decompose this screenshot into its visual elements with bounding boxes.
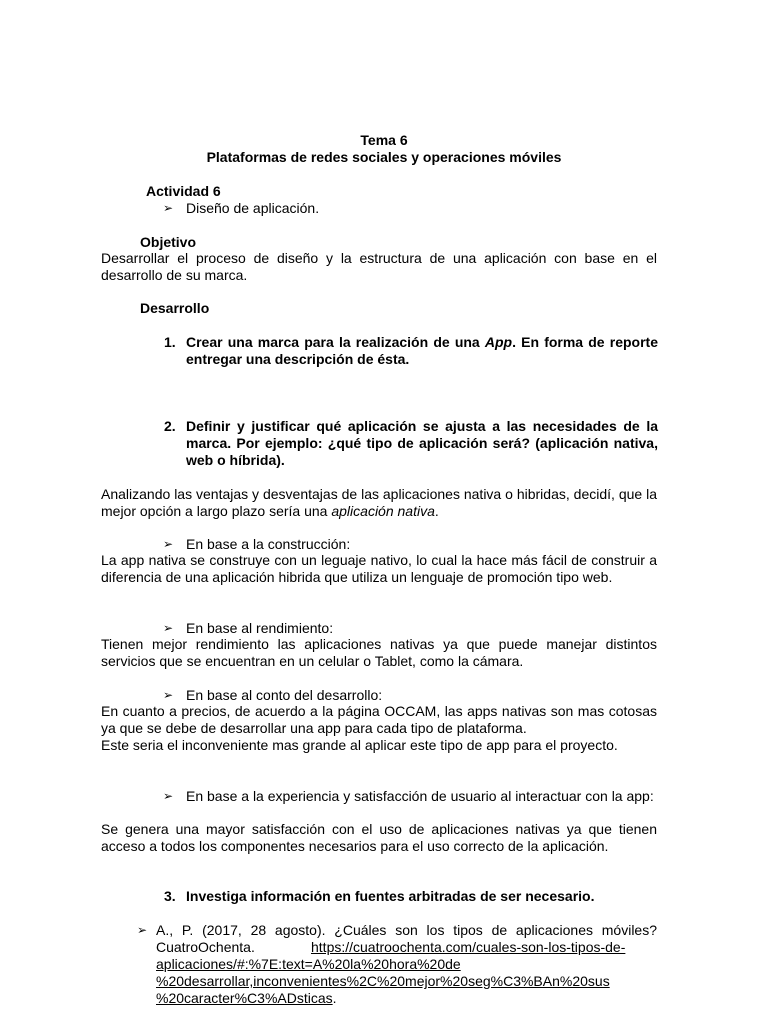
section-costo-text2: Este seria el inconveniente mas grande al aplicar este tipo de app para el proyecto.	[101, 737, 618, 753]
item1-text	[186, 334, 658, 368]
intro-emphasis: aplicación nativa	[331, 503, 435, 519]
intro-paragraph	[101, 486, 657, 520]
section-experiencia-bullet: En base a la experiencia y satisfacción de usuario al interactuar con la app:	[186, 788, 654, 804]
reference-link-line-2[interactable]	[156, 956, 461, 973]
document-subtitle: Plataformas de redes sociales y operaciones móviles	[206, 149, 562, 165]
section-rendimiento-text: Tienen mejor rendimiento las aplicaciones nativas ya que puede manejar distintos servicios que se encuentran en un celular o Tablet, como la cámara.	[101, 636, 657, 669]
section-costo-bullet: En base al conto del desarrollo:	[186, 687, 383, 703]
item3-number: 3.	[164, 888, 176, 904]
objetivo-text: Desarrollar el proceso de diseño y la estructura de una aplicación con base en el desarrollo de su marca.	[101, 250, 657, 283]
reference-url-part[interactable]: aplicaciones/#:%7E:text=A%20la%20hora%20de	[156, 956, 461, 972]
reference-link-tail[interactable]	[156, 990, 333, 1006]
item1-number: 1.	[164, 334, 176, 350]
section-experiencia-text: Se genera una mayor satisfacción con el uso de aplicaciones nativas ya que tienen acceso a todos los componentes necesarios para el uso correcto de la aplicación.	[101, 821, 657, 854]
arrow-bullet-icon: ➢	[137, 923, 148, 937]
item1-part-b: . En forma de reporte entregar una descripción de ésta.	[186, 334, 658, 367]
reference-link-line-3[interactable]	[156, 973, 610, 990]
desarrollo-heading: Desarrollo	[140, 300, 210, 316]
item1-part-a: Crear una marca para la realización de una	[186, 334, 485, 350]
actividad-bullet: Diseño de aplicación.	[186, 200, 320, 216]
item2-number: 2.	[164, 418, 176, 434]
arrow-bullet-icon: ➢	[163, 621, 174, 635]
reference-url-part[interactable]: %20desarrollar,inconvenientes%2C%20mejor%20seg%C3%BAn%20sus	[156, 973, 610, 989]
objetivo-heading: Objetivo	[140, 234, 197, 250]
reference-url-period: .	[332, 990, 337, 1006]
item1-app: App	[484, 334, 513, 350]
arrow-bullet-icon: ➢	[163, 537, 174, 551]
reference-link-line-4	[156, 990, 337, 1007]
reference-url-part[interactable]: https://cuatroochenta.com/cuales-son-los-tipos-de-	[311, 939, 626, 955]
intro-part-b: .	[434, 503, 439, 519]
actividad-heading: Actividad 6	[146, 183, 221, 199]
section-construccion-text: La app nativa se construye con un leguaje nativo, lo cual la hace más fácil de construir a diferencia de una aplicación hibrida que utiliza un lenguaje de promoción tipo web.	[101, 552, 657, 585]
item3-text: Investiga información en fuentes arbitradas de ser necesario.	[186, 888, 595, 904]
arrow-bullet-icon: ➢	[163, 688, 174, 702]
section-rendimiento-bullet: En base al rendimiento:	[186, 620, 334, 636]
arrow-bullet-icon: ➢	[163, 789, 174, 803]
reference-citation: A., P. (2017, 28 agosto). ¿Cuáles son los tipos de aplicaciones móviles? CuatroOchenta.	[156, 922, 657, 955]
reference-link-line-1[interactable]	[311, 939, 625, 956]
section-construccion-bullet: En base a la construcción:	[186, 536, 351, 552]
section-costo-text: En cuanto a precios, de acuerdo a la página OCCAM, las apps nativas son mas cotosas ya que se debe de desarrollar una app para cada tipo de plataforma.	[101, 703, 657, 736]
item2-text: Definir y justificar qué aplicación se ajusta a las necesidades de la marca. Por ejemplo: ¿qué tipo de aplicación será? (aplicación nativa, web o híbrida).	[186, 418, 658, 468]
intro-part-a: Analizando las ventajas y desventajas de las aplicaciones nativa o hibridas, decidí, que la mejor opción a largo plazo sería una	[101, 486, 657, 519]
tema-title: Tema 6	[360, 132, 408, 148]
reference-url-part[interactable]: %20caracter%C3%ADsticas	[156, 990, 333, 1006]
arrow-bullet-icon: ➢	[163, 201, 174, 215]
